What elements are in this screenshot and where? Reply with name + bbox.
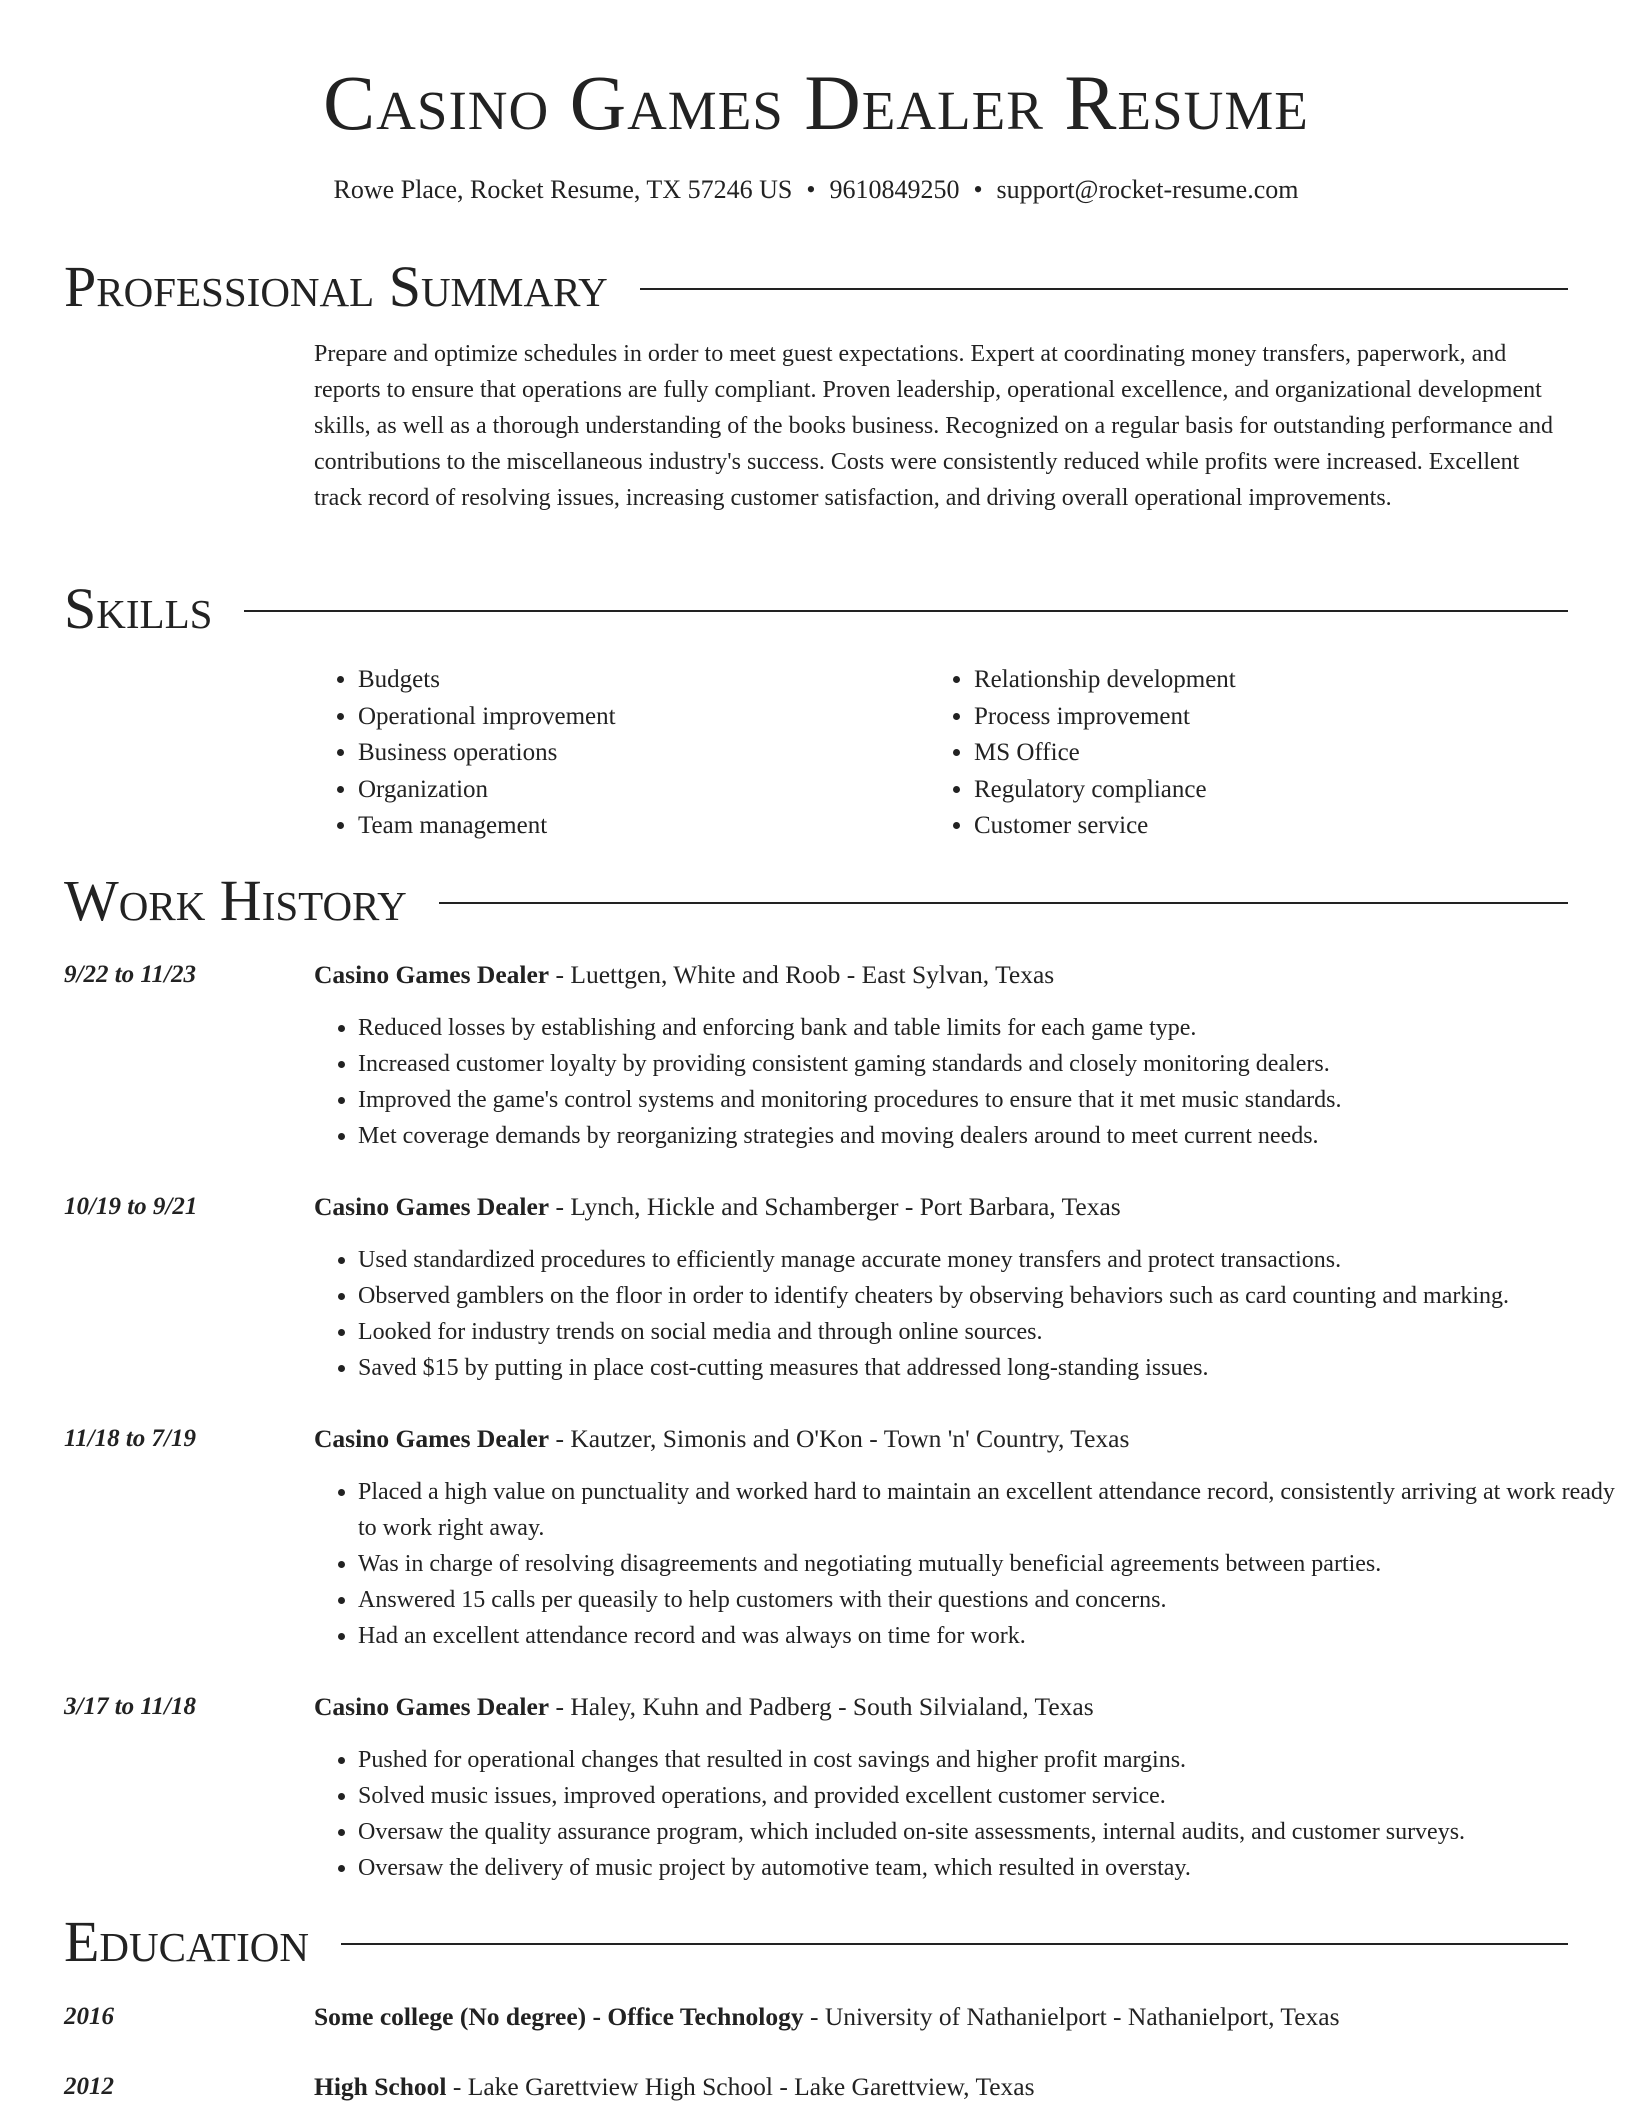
job-title-line xyxy=(314,1189,1121,1225)
skill-item: • MS Office xyxy=(974,735,1236,772)
skill-item: • Business operations xyxy=(358,735,616,772)
job-employer: - Luettgen, White and Roob - East Sylvan, Texas xyxy=(549,960,1055,989)
section-heading: Professional Summary xyxy=(64,254,608,319)
section-divider xyxy=(640,288,1568,290)
job-employer: - Kautzer, Simonis and O'Kon - Town 'n' Country, Texas xyxy=(549,1424,1130,1453)
education-school: - University of Nathanielport - Nathanielport, Texas xyxy=(803,2002,1340,2031)
education-degree: Some college (No degree) - Office Technology xyxy=(314,2002,804,2031)
job-role: Casino Games Dealer xyxy=(314,960,550,989)
skills-list-right xyxy=(930,662,1236,845)
job-dates: 3/17 to 11/18 xyxy=(64,1693,196,1720)
section-skills xyxy=(64,574,1568,644)
job-bullet: • Looked for industry trends on social media and through online sources. xyxy=(358,1314,1620,1350)
skill-item: • Process improvement xyxy=(974,699,1236,736)
section-professional-summary xyxy=(64,252,1568,322)
job-role: Casino Games Dealer xyxy=(314,1692,550,1721)
job-title-line xyxy=(314,1689,1094,1725)
section-divider xyxy=(341,1943,1568,1945)
section-education xyxy=(64,1907,1568,1977)
skills-list-left xyxy=(314,662,616,845)
section-divider xyxy=(244,610,1568,612)
job-bullet: • Increased customer loyalty by providing consistent gaming standards and closely monitoring dealers. xyxy=(358,1046,1620,1082)
education-entry xyxy=(314,1999,1340,2035)
skill-item: • Organization xyxy=(358,772,616,809)
education-degree: High School xyxy=(314,2072,447,2101)
job-bullet: • Solved music issues, improved operations, and provided excellent customer service. xyxy=(358,1778,1620,1814)
skill-item: • Regulatory compliance xyxy=(974,772,1236,809)
skill-item: • Customer service xyxy=(974,808,1236,845)
education-year: 2016 xyxy=(64,2003,114,2030)
section-divider xyxy=(439,902,1568,904)
job-bullet: • Answered 15 calls per queasily to help customers with their questions and concerns. xyxy=(358,1582,1620,1618)
job-bullet: • Oversaw the delivery of music project by automotive team, which resulted in overstay. xyxy=(358,1850,1620,1886)
contact-line xyxy=(0,172,1632,208)
summary-text: Prepare and optimize schedules in order to meet guest expectations. Expert at coordinating money transfers, paperwork, and reports to ensure that operations are fully compliant. Proven leadership, operational excellence, and organizational development skills, as well as a thorough understanding of the books business. Recognized on a regular basis for outstanding performance and contributions to the miscellaneous industry's success. Costs were consistently reduced while profits were increased. Excellent track record of resolving issues, increasing customer satisfaction, and driving overall operational improvements. xyxy=(314,341,1554,511)
job-employer: - Lynch, Hickle and Schamberger - Port Barbara, Texas xyxy=(549,1192,1121,1221)
job-employer: - Haley, Kuhn and Padberg - South Silvialand, Texas xyxy=(549,1692,1094,1721)
job-dates: 9/22 to 11/23 xyxy=(64,961,196,988)
job-dates: 11/18 to 7/19 xyxy=(64,1425,196,1452)
skill-item: • Budgets xyxy=(358,662,616,699)
education-school: - Lake Garettview High School - Lake Garettview, Texas xyxy=(446,2072,1035,2101)
job-bullet: • Oversaw the quality assurance program, which included on-site assessments, internal audits, and customer surveys. xyxy=(358,1814,1620,1850)
job-bullet: • Used standardized procedures to efficiently manage accurate money transfers and protect transactions. xyxy=(358,1242,1620,1278)
job-title-line xyxy=(314,957,1054,993)
job-role: Casino Games Dealer xyxy=(314,1192,550,1221)
contact-address: Rowe Place, Rocket Resume, TX 57246 US xyxy=(333,175,793,204)
skill-item: • Operational improvement xyxy=(358,699,616,736)
job-bullet: • Observed gamblers on the floor in order to identify cheaters by observing behaviors such as card counting and marking. xyxy=(358,1278,1620,1314)
education-year: 2012 xyxy=(64,2073,114,2100)
resume-title: Casino Games Dealer Resume xyxy=(323,59,1309,146)
job-dates: 10/19 to 9/21 xyxy=(64,1193,198,1220)
section-heading: Work History xyxy=(64,868,407,933)
skill-item: • Relationship development xyxy=(974,662,1236,699)
job-bullet: • Improved the game's control systems and monitoring procedures to ensure that it met music standards. xyxy=(358,1082,1620,1118)
job-title-line xyxy=(314,1421,1129,1457)
contact-separator: • xyxy=(973,175,983,204)
contact-phone: 9610849250 xyxy=(829,175,960,204)
contact-email: support@rocket-resume.com xyxy=(996,175,1299,204)
job-role: Casino Games Dealer xyxy=(314,1424,550,1453)
section-heading: Skills xyxy=(64,576,213,641)
job-bullet: • Had an excellent attendance record and was always on time for work. xyxy=(358,1618,1620,1654)
job-bullets xyxy=(314,1742,1620,1886)
job-bullets xyxy=(314,1242,1620,1386)
job-bullet: • Was in charge of resolving disagreements and negotiating mutually beneficial agreements between parties. xyxy=(358,1546,1620,1582)
skill-item: • Team management xyxy=(358,808,616,845)
job-bullet: • Saved $15 by putting in place cost-cutting measures that addressed long-standing issues. xyxy=(358,1350,1620,1386)
job-bullet: • Reduced losses by establishing and enforcing bank and table limits for each game type. xyxy=(358,1010,1620,1046)
job-bullet: • Pushed for operational changes that resulted in cost savings and higher profit margins. xyxy=(358,1742,1620,1778)
contact-separator: • xyxy=(806,175,816,204)
section-work-history xyxy=(64,866,1568,936)
section-heading: Education xyxy=(64,1909,309,1974)
education-entry xyxy=(314,2069,1035,2105)
job-bullets xyxy=(314,1474,1620,1654)
job-bullets xyxy=(314,1010,1620,1154)
job-bullet: • Placed a high value on punctuality and worked hard to maintain an excellent attendance record, consistently arriving at work ready to work right away. xyxy=(358,1474,1620,1546)
job-bullet: • Met coverage demands by reorganizing strategies and moving dealers around to meet current needs. xyxy=(358,1118,1620,1154)
